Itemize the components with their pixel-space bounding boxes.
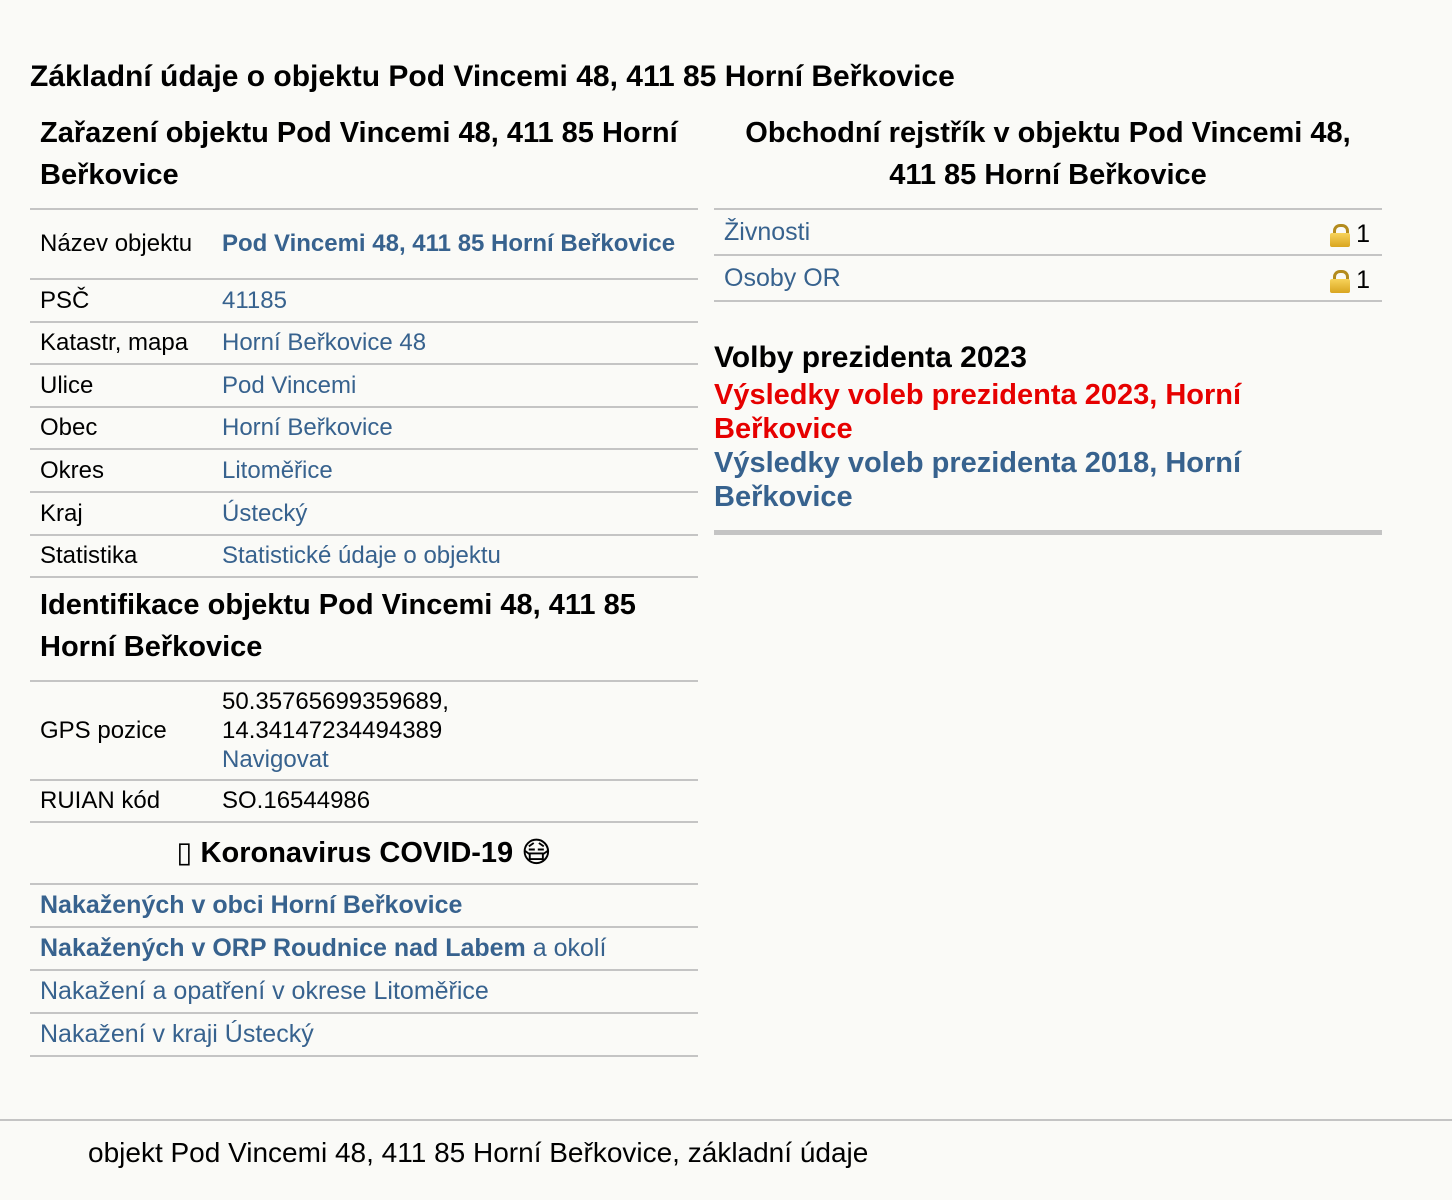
table-row xyxy=(30,449,698,492)
row-key: Okres xyxy=(30,449,212,492)
covid-orp-link[interactable] xyxy=(40,934,606,962)
covid-district-link[interactable]: Nakažení a opatření v okrese Litoměřice xyxy=(40,977,489,1005)
list-item xyxy=(30,969,698,1012)
divider xyxy=(714,530,1382,535)
covid-title xyxy=(30,823,698,883)
table-row xyxy=(30,407,698,449)
volby-2018-link[interactable]: Výsledky voleb prezidenta 2018, Horní Beřkovice xyxy=(714,447,1242,513)
cadastre-map-link[interactable]: Horní Beřkovice 48 xyxy=(222,329,427,356)
volby-title: Volby prezidenta 2023 xyxy=(714,341,1027,374)
row-key: Statistika xyxy=(30,535,212,577)
covid-title-text: Koronavirus COVID-19 xyxy=(200,837,514,869)
count-value: 1 xyxy=(1356,266,1370,294)
list-item xyxy=(30,926,698,969)
row-key: Kraj xyxy=(30,492,212,535)
zarazeni-table xyxy=(30,208,698,578)
statistics-link[interactable]: Statistické údaje o objektu xyxy=(222,542,501,569)
row-key: PSČ xyxy=(30,279,212,322)
obchodni-title: Obchodní rejstřík v objektu Pod Vincemi 48, 411 85 Horní Beřkovice xyxy=(745,117,1351,191)
obchodni-list xyxy=(714,208,1382,302)
identifikace-title: Identifikace objektu Pod Vincemi 48, 411 85 Horní Beřkovice xyxy=(40,589,636,663)
table-row xyxy=(30,681,698,780)
virus-icon: ▯ xyxy=(176,837,193,869)
covid-orp-link-bold: Nakažených v ORP Roudnice nad Labem xyxy=(40,934,526,962)
table-row xyxy=(30,492,698,535)
zivnosti-count xyxy=(1330,212,1370,256)
zarazeni-title: Zařazení objektu Pod Vincemi 48, 411 85 Horní Beřkovice xyxy=(40,117,678,191)
left-column xyxy=(30,112,698,1057)
list-item xyxy=(30,883,698,926)
covid-orp-link-rest: a okolí xyxy=(525,934,607,962)
volby-section xyxy=(714,338,1382,535)
osoby-or-count xyxy=(1330,258,1370,302)
page-title: Základní údaje o objektu Pod Vincemi 48, 411 85 Horní Beřkovice xyxy=(30,60,955,93)
psc-link[interactable]: 41185 xyxy=(222,286,287,314)
municipality-link[interactable]: Horní Beřkovice xyxy=(222,414,393,441)
volby-2023-link[interactable]: Výsledky voleb prezidenta 2023, Horní Beřkovice xyxy=(714,379,1242,445)
footer xyxy=(0,1119,1452,1200)
covid-links xyxy=(30,883,698,1057)
district-link[interactable]: Litoměřice xyxy=(222,456,333,484)
table-row xyxy=(30,279,698,322)
table-row xyxy=(30,209,698,279)
list-item xyxy=(30,1012,698,1057)
street-link[interactable]: Pod Vincemi xyxy=(222,371,357,399)
row-key: GPS pozice xyxy=(30,681,212,780)
lock-icon xyxy=(1330,270,1350,292)
identifikace-table xyxy=(30,680,698,823)
table-row xyxy=(30,364,698,407)
gps-longitude: 14.34147234494389 xyxy=(222,717,443,744)
face-mask-icon: 😷 xyxy=(521,837,552,869)
covid-region-link[interactable]: Nakažení v kraji Ústecký xyxy=(40,1020,314,1048)
navigate-link[interactable]: Navigovat xyxy=(222,746,329,773)
lock-icon xyxy=(1330,224,1350,246)
list-item xyxy=(714,256,1382,302)
ruian-value: SO.16544986 xyxy=(212,780,698,822)
osoby-or-link[interactable]: Osoby OR xyxy=(724,264,841,292)
region-link[interactable]: Ústecký xyxy=(222,499,308,527)
row-key: Název objektu xyxy=(30,209,212,279)
zivnosti-link[interactable]: Živnosti xyxy=(724,218,811,246)
row-key: Katastr, mapa xyxy=(30,322,212,364)
row-key: Ulice xyxy=(30,364,212,407)
table-row xyxy=(30,780,698,822)
footer-text: objekt Pod Vincemi 48, 411 85 Horní Beřkovice, základní údaje xyxy=(88,1137,869,1168)
gps-latitude: 50.35765699359689, xyxy=(222,688,449,715)
object-name-link[interactable]: Pod Vincemi 48, 411 85 Horní Beřkovice xyxy=(222,230,676,257)
table-row xyxy=(30,322,698,364)
row-key: Obec xyxy=(30,407,212,449)
row-key: RUIAN kód xyxy=(30,780,212,822)
list-item xyxy=(714,210,1382,256)
count-value: 1 xyxy=(1356,220,1370,248)
right-column xyxy=(714,112,1382,535)
table-row xyxy=(30,535,698,577)
covid-municipality-link[interactable]: Nakažených v obci Horní Beřkovice xyxy=(40,891,463,919)
